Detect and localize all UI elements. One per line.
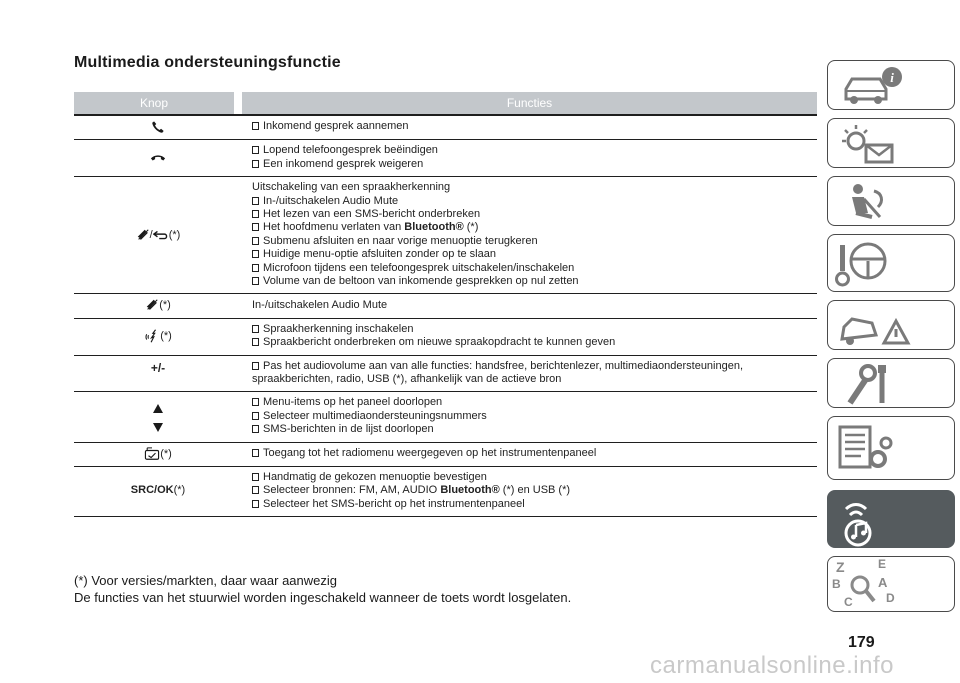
key-cell [74, 392, 242, 442]
steering-controls-table [74, 92, 817, 517]
index-letter: Z [836, 559, 845, 575]
chapter-tab-warning-lights[interactable] [827, 118, 955, 168]
header-functies: Functies [242, 92, 817, 115]
mute-icon [136, 228, 150, 242]
back-arrow-icon [153, 229, 169, 241]
chapter-tab-index[interactable] [827, 556, 955, 612]
bullet-square-icon [252, 264, 259, 272]
chapter-tab-technical-data[interactable] [827, 416, 955, 480]
key-cell [74, 140, 242, 177]
car-info-icon [828, 61, 955, 110]
table-row [74, 442, 817, 466]
function-line: Menu-items op het paneel doorlopen [252, 396, 817, 409]
function-cell [242, 318, 817, 355]
function-cell [242, 294, 817, 318]
bullet-square-icon [252, 486, 259, 494]
index-letter: B [832, 577, 841, 591]
table-row [74, 115, 817, 140]
header-knop: Knop [74, 92, 234, 115]
brand-bluetooth: Bluetooth® [404, 221, 464, 234]
footnote-versions: (*) Voor versies/markten, daar waar aanwezig [74, 573, 338, 588]
function-line: Submenu afsluiten en naar vorige menuoptie terugkeren [252, 235, 817, 248]
function-line: Een inkomend gesprek weigeren [252, 158, 817, 171]
chapter-tab-safety[interactable] [827, 176, 955, 226]
phone-hangup-icon [150, 152, 166, 162]
bullet-square-icon [252, 160, 259, 168]
table-row [74, 318, 817, 355]
page-title: Multimedia ondersteuningsfunctie [74, 54, 341, 71]
table-row [74, 392, 817, 442]
seat-airbag-icon [828, 177, 955, 226]
function-line: Volume van de beltoon van inkomende gesprekken op nul zetten [252, 275, 817, 288]
bullet-square-icon [252, 223, 259, 231]
key-separator: / [149, 228, 153, 241]
car-accident-triangle-icon [828, 301, 955, 350]
bullet-square-icon [252, 412, 259, 420]
function-line-continued: spraakberichten, radio, USB (*), afhankelijk van de actieve bron [252, 372, 562, 385]
function-line: Het hoofdmenu verlaten van Bluetooth® (*) [252, 221, 817, 234]
index-letter: A [878, 575, 888, 590]
function-cell [242, 466, 817, 516]
index-letter: D [886, 591, 895, 605]
volume-key-label: +/- [150, 360, 166, 375]
bullet-square-icon [252, 325, 259, 333]
header-gap [234, 92, 242, 115]
bullet-square-icon [252, 250, 259, 258]
bullet-square-icon [252, 146, 259, 154]
chapter-tab-car-info[interactable] [827, 60, 955, 110]
function-line: Selecteer bronnen: FM, AM, AUDIO Bluetooth® (*) en USB (*) [252, 484, 817, 497]
steering-wheel-key-icon [828, 235, 955, 292]
arrow-up-icon [153, 404, 163, 413]
table-row [74, 466, 817, 516]
chapter-tab-multimedia[interactable] [827, 490, 955, 548]
function-line: Huidige menu-optie afsluiten zonder op te slaan [252, 248, 817, 261]
warning-lights-message-icon [828, 119, 955, 168]
function-line: Het lezen van een SMS-bericht onderbreken [252, 208, 817, 221]
function-line: Inkomend gesprek aannemen [252, 120, 817, 133]
bullet-square-icon [252, 425, 259, 433]
index-letter: C [844, 595, 853, 609]
table-row [74, 355, 817, 392]
chapter-tab-maintenance[interactable] [827, 358, 955, 408]
function-line: SMS-berichten in de lijst doorlopen [252, 423, 817, 436]
table-header-row [74, 92, 817, 115]
footnote-release: De functies van het stuurwiel worden ingeschakeld wanneer de toets wordt losgelaten. [74, 590, 572, 605]
key-suffix: (*) [168, 228, 181, 241]
bullet-square-icon [252, 473, 259, 481]
mute-icon [145, 298, 159, 312]
bullet-square-icon [252, 237, 259, 245]
key-cell [74, 177, 242, 294]
function-cell [242, 140, 817, 177]
key-cell [74, 466, 242, 516]
svg-text:i: i [890, 70, 894, 85]
function-line: In-/uitschakelen Audio Mute [252, 195, 817, 208]
index-letter: E [878, 557, 887, 571]
function-line: Microfoon tijdens een telefoongesprek uitschakelen/inschakelen [252, 262, 817, 275]
function-cell [242, 355, 817, 392]
watermark: carmanualsonline.info [650, 652, 894, 679]
key-cell [74, 115, 242, 140]
key-cell [74, 318, 242, 355]
voice-command-icon [144, 328, 160, 344]
function-line: Selecteer het SMS-bericht op het instrumentenpaneel [252, 498, 817, 511]
chapter-tab-starting-driving[interactable] [827, 234, 955, 292]
function-line: Spraakherkenning inschakelen [252, 323, 817, 336]
table-row [74, 140, 817, 177]
key-suffix: (*) [159, 299, 171, 312]
footnotes [74, 572, 571, 606]
specs-gear-icon [828, 417, 955, 480]
bullet-square-icon [252, 210, 259, 218]
phone-answer-icon [151, 120, 165, 134]
function-intro: Uitschakeling van een spraakherkenning [252, 181, 451, 194]
wrench-tools-icon [828, 359, 955, 408]
bullet-square-icon [252, 362, 259, 370]
function-line: Lopend telefoongesprek beëindigen [252, 144, 817, 157]
function-cell [242, 442, 817, 466]
table-row [74, 177, 817, 294]
chapter-tab-emergency[interactable] [827, 300, 955, 350]
bullet-square-icon [252, 449, 259, 457]
key-cell [74, 355, 242, 392]
page-number: 179 [848, 634, 875, 651]
radio-menu-icon [144, 447, 160, 461]
function-line: Selecteer multimediaondersteuningsnummers [252, 410, 817, 423]
bullet-square-icon [252, 277, 259, 285]
function-cell [242, 115, 817, 140]
function-line: Pas het audiovolume aan van alle functies: handsfree, berichtenlezer, multimediaondersteuningen, [252, 360, 817, 373]
function-text: In-/uitschakelen Audio Mute [252, 298, 388, 311]
key-suffix: (*) [160, 447, 172, 460]
table-row [74, 294, 817, 318]
function-line: Handmatig de gekozen menuoptie bevestigen [252, 471, 817, 484]
function-line: Spraakbericht onderbreken om nieuwe spraakopdracht te kunnen geven [252, 336, 817, 349]
bullet-square-icon [252, 338, 259, 346]
bullet-square-icon [252, 197, 259, 205]
key-suffix: (*) [160, 330, 172, 342]
brand-bluetooth: Bluetooth® [440, 484, 500, 497]
function-line: Toegang tot het radiomenu weergegeven op het instrumentenpaneel [252, 447, 817, 460]
function-cell [242, 392, 817, 442]
function-cell [242, 177, 817, 294]
bullet-square-icon [252, 398, 259, 406]
arrow-down-icon [153, 423, 163, 432]
key-cell [74, 294, 242, 318]
key-suffix: (*) [173, 484, 186, 497]
key-cell [74, 442, 242, 466]
bullet-square-icon [252, 500, 259, 508]
multimedia-music-icon [828, 491, 955, 548]
bullet-square-icon [252, 122, 259, 130]
src-ok-key-label: SRC/OK [130, 484, 174, 497]
